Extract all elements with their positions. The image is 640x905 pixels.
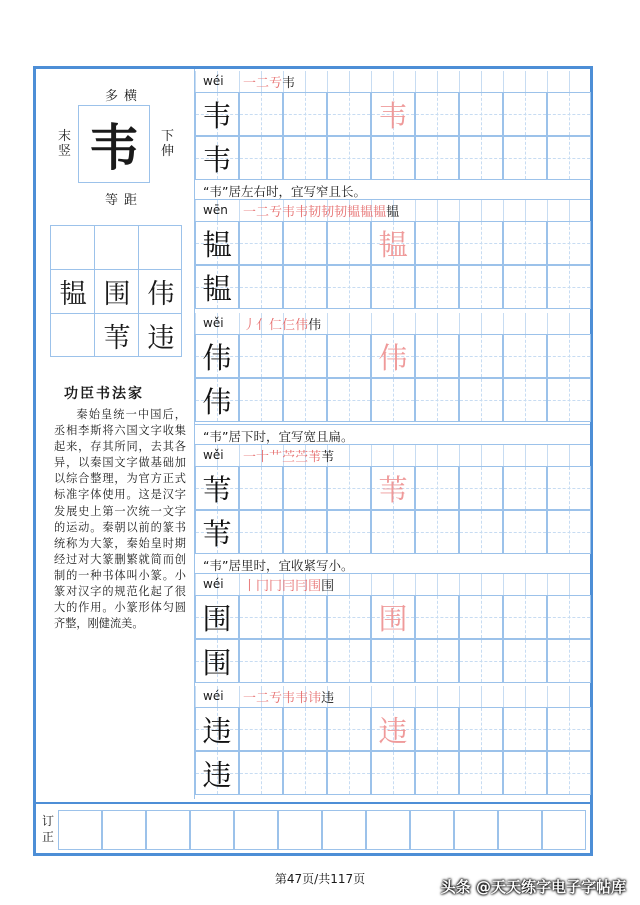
practice-cell[interactable]: [195, 510, 239, 554]
stroke-step: 韧: [334, 205, 348, 220]
stroke-step: 一: [243, 76, 257, 91]
practice-cell[interactable]: [415, 221, 459, 265]
stroke-sequence: [243, 201, 399, 220]
practice-cell[interactable]: [459, 221, 503, 265]
pinyin: wéi: [203, 74, 224, 88]
stroke-step: 亐: [269, 691, 283, 706]
practice-cell[interactable]: [327, 751, 371, 795]
stroke-step: 一: [243, 205, 257, 220]
practice-cell[interactable]: [195, 466, 239, 510]
stroke-step: 韦: [282, 205, 296, 220]
structure-main-char: 韦: [89, 118, 139, 177]
stroke-step: 十: [256, 450, 270, 465]
example-char: 违: [147, 322, 175, 354]
stroke-step: 仁: [269, 318, 283, 333]
practice-cell[interactable]: [547, 136, 591, 180]
practice-cell[interactable]: [239, 334, 283, 378]
stroke-sequence: [243, 575, 334, 594]
practice-cell[interactable]: [327, 707, 371, 751]
stroke-order-row: [195, 71, 590, 92]
practice-cell[interactable]: [239, 92, 283, 136]
practice-cell[interactable]: [503, 221, 547, 265]
practice-cell[interactable]: [547, 92, 591, 136]
stroke-step: 冂: [256, 579, 270, 594]
writing-tip: [195, 424, 590, 445]
correction-label: 订正: [42, 814, 55, 844]
practice-cell[interactable]: [415, 92, 459, 136]
practice-cell[interactable]: [371, 510, 415, 554]
stroke-step: 一: [243, 691, 257, 706]
stroke-step: 苎: [295, 450, 309, 465]
practice-cell[interactable]: [503, 510, 547, 554]
example-char: 伟: [147, 278, 175, 310]
correction-cell[interactable]: [146, 810, 190, 850]
practice-cell[interactable]: [371, 707, 415, 751]
stroke-step: 仨: [282, 318, 296, 333]
stroke-sequence: [243, 446, 334, 465]
model-char: 围: [202, 645, 232, 680]
practice-cell[interactable]: [459, 466, 503, 510]
stroke-step: 一: [243, 450, 257, 465]
practice-cell[interactable]: [283, 378, 327, 422]
practice-cell[interactable]: [503, 751, 547, 795]
writing-row: [195, 510, 590, 554]
correction-cell[interactable]: [190, 810, 234, 850]
practice-cell[interactable]: [283, 221, 327, 265]
stroke-step: 围: [308, 579, 322, 594]
practice-cell[interactable]: [239, 510, 283, 554]
practice-cell[interactable]: [547, 334, 591, 378]
practice-cell[interactable]: [459, 334, 503, 378]
practice-cell[interactable]: [415, 265, 459, 309]
tip-text: “韦”居里时，宜收紧写小。: [203, 558, 354, 573]
practice-cell[interactable]: [459, 639, 503, 683]
practice-cell[interactable]: [415, 639, 459, 683]
practice-cell[interactable]: [459, 595, 503, 639]
example-char: 韫: [59, 278, 87, 310]
model-char: 违: [202, 757, 232, 792]
structure-bottom-label: 等距: [105, 193, 144, 208]
stroke-step: 韦: [282, 76, 296, 91]
watermark: 头条 @天天练字电子字帖库: [440, 878, 626, 896]
practice-cell[interactable]: [283, 707, 327, 751]
writing-row: [195, 265, 590, 309]
stroke-step: 苇: [308, 450, 322, 465]
practice-cell[interactable]: [239, 466, 283, 510]
model-char: 违: [202, 713, 232, 748]
practice-cell[interactable]: [503, 92, 547, 136]
correction-cell[interactable]: [366, 810, 410, 850]
practice-cell[interactable]: [239, 639, 283, 683]
pinyin: wěi: [203, 448, 224, 462]
practice-cell[interactable]: [195, 378, 239, 422]
practice-cell[interactable]: [415, 751, 459, 795]
stroke-order-row: [195, 313, 590, 334]
practice-cell[interactable]: [371, 221, 415, 265]
stroke-order-row: [195, 445, 590, 466]
practice-area: [195, 69, 590, 799]
practice-cell[interactable]: [547, 265, 591, 309]
example-char: 围: [103, 278, 131, 310]
practice-cell[interactable]: [327, 92, 371, 136]
practice-cell[interactable]: [415, 707, 459, 751]
practice-cell[interactable]: [327, 334, 371, 378]
writing-tip: [195, 179, 590, 200]
writing-row: [195, 707, 590, 751]
practice-cell[interactable]: [239, 136, 283, 180]
practice-cell[interactable]: [239, 595, 283, 639]
practice-cell[interactable]: [239, 707, 283, 751]
practice-cell[interactable]: [195, 334, 239, 378]
model-char: 伟: [202, 384, 232, 419]
practice-cell[interactable]: [371, 639, 415, 683]
model-char: 围: [202, 601, 232, 636]
model-char: 苇: [202, 516, 232, 551]
writing-tip: [195, 553, 590, 574]
practice-cell[interactable]: [547, 510, 591, 554]
practice-cell[interactable]: [283, 466, 327, 510]
tip-text: “韦”居下时，宜写宽且扁。: [203, 429, 354, 444]
pinyin: wéi: [203, 689, 224, 703]
model-char: 伟: [202, 340, 232, 375]
practice-cell[interactable]: [503, 466, 547, 510]
practice-cell[interactable]: [459, 378, 503, 422]
stroke-step: 丨: [243, 579, 257, 594]
trace-char: 伟: [378, 340, 408, 375]
correction-cell[interactable]: [410, 810, 454, 850]
stroke-step: 二: [256, 691, 270, 706]
trace-char: 违: [378, 713, 408, 748]
practice-cell[interactable]: [239, 378, 283, 422]
trace-char: 韦: [378, 98, 408, 133]
stroke-step: 冃: [295, 579, 309, 594]
practice-cell[interactable]: [547, 751, 591, 795]
example-char: 苇: [103, 322, 131, 354]
practice-cell[interactable]: [239, 221, 283, 265]
practice-cell[interactable]: [195, 221, 239, 265]
practice-cell[interactable]: [195, 639, 239, 683]
practice-cell[interactable]: [371, 595, 415, 639]
stroke-step: 韦: [295, 205, 309, 220]
writing-row: [195, 221, 590, 265]
practice-cell[interactable]: [327, 510, 371, 554]
writing-row: [195, 639, 590, 683]
practice-cell[interactable]: [503, 707, 547, 751]
practice-cell[interactable]: [371, 136, 415, 180]
pinyin: wēn: [203, 203, 228, 217]
stroke-order-row: [195, 686, 590, 707]
stroke-step: 艹: [269, 450, 283, 465]
stroke-step: 韫: [360, 205, 374, 220]
practice-cell[interactable]: [195, 136, 239, 180]
stroke-step: 围: [321, 579, 335, 594]
practice-cell[interactable]: [503, 378, 547, 422]
practice-cell[interactable]: [195, 265, 239, 309]
stroke-step: 冂: [269, 579, 283, 594]
practice-cell[interactable]: [371, 751, 415, 795]
practice-cell[interactable]: [371, 92, 415, 136]
practice-cell[interactable]: [371, 334, 415, 378]
stroke-step: 亐: [269, 205, 283, 220]
writing-row: [195, 92, 590, 136]
practice-cell[interactable]: [547, 707, 591, 751]
trace-char: 围: [378, 601, 408, 636]
practice-cell[interactable]: [503, 136, 547, 180]
writing-row: [195, 595, 590, 639]
practice-cell[interactable]: [415, 510, 459, 554]
practice-cell[interactable]: [459, 136, 503, 180]
stroke-step: 冃: [282, 579, 296, 594]
practice-cell[interactable]: [327, 639, 371, 683]
stroke-order-row: [195, 574, 590, 595]
practice-cell[interactable]: [459, 265, 503, 309]
practice-cell[interactable]: [459, 510, 503, 554]
stroke-step: 二: [256, 76, 270, 91]
practice-cell[interactable]: [459, 707, 503, 751]
structure-left-label: 末竖: [58, 129, 72, 159]
model-char: 韫: [202, 271, 232, 306]
writing-row: [195, 136, 590, 180]
practice-cell[interactable]: [195, 595, 239, 639]
structure-box: [78, 105, 150, 183]
story-title: 功臣书法家: [64, 386, 144, 402]
pinyin: wěi: [203, 316, 224, 330]
practice-cell[interactable]: [415, 378, 459, 422]
stroke-sequence: [243, 687, 334, 706]
left-panel: [36, 69, 195, 799]
correction-cell[interactable]: [234, 810, 278, 850]
stroke-step: 韦: [295, 691, 309, 706]
practice-cell[interactable]: [327, 265, 371, 309]
practice-cell[interactable]: [503, 595, 547, 639]
practice-cell[interactable]: [283, 265, 327, 309]
practice-cell[interactable]: [239, 265, 283, 309]
practice-cell[interactable]: [547, 639, 591, 683]
stroke-step: 韫: [373, 205, 387, 220]
practice-cell[interactable]: [547, 466, 591, 510]
stroke-step: 违: [321, 691, 335, 706]
correction-cell[interactable]: [498, 810, 542, 850]
practice-cell[interactable]: [195, 751, 239, 795]
stroke-step: 伟: [295, 318, 309, 333]
structure-right-label: 下伸: [161, 129, 175, 159]
correction-cell[interactable]: [278, 810, 322, 850]
practice-cell[interactable]: [503, 334, 547, 378]
stroke-step: 讳: [308, 691, 322, 706]
practice-cell[interactable]: [195, 707, 239, 751]
practice-cell[interactable]: [503, 265, 547, 309]
writing-row: [195, 751, 590, 795]
correction-cell[interactable]: [322, 810, 366, 850]
tip-text: “韦”居左右时，宜写窄且长。: [203, 184, 366, 199]
stroke-step: 韫: [347, 205, 361, 220]
practice-cell[interactable]: [239, 751, 283, 795]
practice-cell[interactable]: [283, 92, 327, 136]
practice-cell[interactable]: [327, 466, 371, 510]
practice-cell[interactable]: [415, 466, 459, 510]
structure-top-label: 多横: [105, 89, 144, 104]
stroke-step: 丿: [243, 318, 257, 333]
stroke-step: 二: [256, 205, 270, 220]
trace-char: 苇: [378, 472, 408, 507]
practice-cell[interactable]: [547, 595, 591, 639]
correction-cell[interactable]: [542, 810, 586, 850]
model-char: 韦: [202, 98, 232, 133]
writing-row: [195, 334, 590, 378]
model-char: 韦: [202, 142, 232, 177]
practice-cell[interactable]: [195, 92, 239, 136]
practice-cell[interactable]: [327, 136, 371, 180]
stroke-step: 伟: [308, 318, 322, 333]
stroke-sequence: [243, 72, 295, 91]
practice-cell[interactable]: [503, 639, 547, 683]
practice-cell[interactable]: [547, 221, 591, 265]
practice-cell[interactable]: [283, 751, 327, 795]
practice-cell[interactable]: [283, 510, 327, 554]
practice-cell[interactable]: [283, 639, 327, 683]
practice-cell[interactable]: [547, 378, 591, 422]
pinyin: wéi: [203, 577, 224, 591]
stroke-step: 韧: [321, 205, 335, 220]
correction-cell[interactable]: [58, 810, 102, 850]
stroke-step: 韫: [386, 205, 400, 220]
practice-cell[interactable]: [415, 136, 459, 180]
example-grid: [50, 225, 182, 357]
stroke-step: 苎: [282, 450, 296, 465]
writing-row: [195, 378, 590, 422]
stroke-step: 苇: [321, 450, 335, 465]
stroke-step: 韧: [308, 205, 322, 220]
stroke-step: 亻: [256, 318, 270, 333]
practice-cell[interactable]: [327, 595, 371, 639]
practice-cell[interactable]: [327, 221, 371, 265]
practice-sheet-frame: [33, 66, 593, 856]
model-char: 韫: [202, 227, 232, 262]
writing-row: [195, 466, 590, 510]
practice-cell[interactable]: [459, 751, 503, 795]
correction-cell[interactable]: [454, 810, 498, 850]
stroke-step: 韦: [282, 691, 296, 706]
practice-cell[interactable]: [459, 92, 503, 136]
stroke-step: 亐: [269, 76, 283, 91]
correction-row: [36, 802, 590, 853]
story-text: 秦始皇统一中国后，丞相李斯将六国文字收集起来，存其所同，去其各异，以秦国文字做基础加以综合整理，为官方正式标准字体使用。这是汉字发展史上第一次统一文字的运动。秦朝以前的篆书统称为大篆，秦始皇时期经过对大篆删繁就简而创制的一种书体叫小篆。小篆对汉字的规范化起了很大的作用。小篆形体匀圆齐整，刚健流美。: [54, 408, 186, 631]
practice-cell[interactable]: [415, 595, 459, 639]
practice-cell[interactable]: [371, 265, 415, 309]
practice-cell[interactable]: [283, 136, 327, 180]
practice-cell[interactable]: [415, 334, 459, 378]
practice-cell[interactable]: [327, 378, 371, 422]
model-char: 苇: [202, 472, 232, 507]
stroke-sequence: [243, 314, 321, 333]
practice-cell[interactable]: [283, 334, 327, 378]
practice-cell[interactable]: [371, 466, 415, 510]
practice-cell[interactable]: [283, 595, 327, 639]
page-number: 第47页/共117页: [274, 872, 366, 886]
trace-char: 韫: [378, 227, 408, 262]
stroke-order-row: [195, 200, 590, 221]
practice-cell[interactable]: [371, 378, 415, 422]
correction-cell[interactable]: [102, 810, 146, 850]
